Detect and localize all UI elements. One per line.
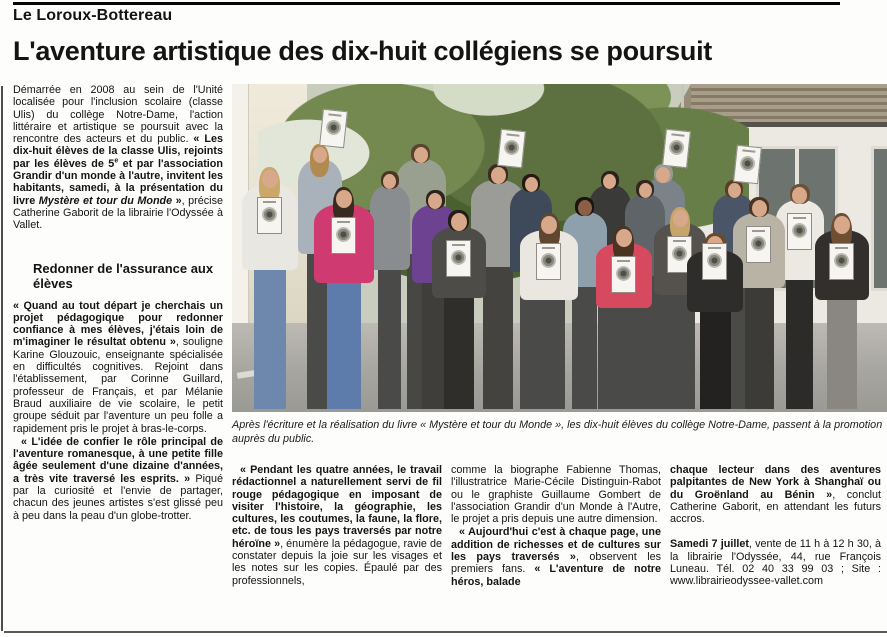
booklet-mystere-et-tour-du-monde xyxy=(787,213,812,250)
bottom-column-2 xyxy=(451,464,661,589)
paragraph: comme la biographe Fabienne Thomas, l'illustratrice Marie-Cécile Distinguin-Rabot ou le graphiste Guillaume Gombert de l'association Grandir d'un Monde à l'Autre, le projet a pris depuis une autre dimension. xyxy=(451,464,661,526)
person-head xyxy=(639,183,652,198)
person-head xyxy=(491,167,506,184)
article-headline: L'aventure artistique des dix-huit collégiens se poursuit xyxy=(13,36,712,66)
booklet-mystere-et-tour-du-monde xyxy=(536,243,561,280)
person-head xyxy=(673,210,688,227)
crosshead: Redonner de l'assurance aux élèves xyxy=(33,260,214,291)
paragraph: « Quand au tout départ je cherchais un projet pédagogique pour redonner confiance à mes élèves, j'étais loin de m'imaginer le résultat obtenu », souligne Karine Glouzouic, enseignante spécialisée en difficultés cognitives. Rejoint dans l'établissement, par Corinne Guillard, professeur de Français, et par Mélanie Braud auxiliaire de vie scolaire, le petit groupe séduit par l'aventure un peu folle a rapidement pris le projet à bras-le-corps. xyxy=(13,299,223,435)
bottom-column-1 xyxy=(232,464,442,588)
person-legs xyxy=(745,287,774,408)
person-head xyxy=(451,213,467,231)
person-legs xyxy=(327,282,361,409)
person-legs xyxy=(700,311,731,408)
person-head xyxy=(578,200,592,216)
bottom-rule xyxy=(4,631,887,633)
booklet-mystere-et-tour-du-monde xyxy=(446,240,471,277)
person-figure xyxy=(596,228,652,408)
person-figure xyxy=(687,235,743,409)
person-head xyxy=(414,147,428,163)
person-head xyxy=(834,216,850,234)
person-head xyxy=(792,187,807,204)
booklet-mystere-et-tour-du-monde xyxy=(746,226,771,263)
booklet-mystere-et-tour-du-monde xyxy=(611,256,636,293)
left-column xyxy=(13,84,223,523)
practical-info-paragraph: Samedi 7 juillet, vente de 11 h à 12 h 30, à la librairie l'Odyssée, 44, rue François Luneau. Tél. 02 40 33 99 03 ; Site : www.librairieodyssee-vallet.com xyxy=(670,538,881,588)
person-figure xyxy=(520,215,578,409)
person-figure xyxy=(815,215,869,409)
booklet-mystere-et-tour-du-monde xyxy=(829,243,854,280)
booklet-mystere-et-tour-du-monde xyxy=(734,145,763,184)
person-figure xyxy=(370,173,410,409)
person-legs xyxy=(378,269,400,409)
person-head xyxy=(383,174,396,189)
booklet-mystere-et-tour-du-monde xyxy=(497,129,526,168)
section-kicker: Le Loroux-Bottereau xyxy=(13,7,173,24)
person-head xyxy=(262,170,278,188)
person-legs xyxy=(533,299,566,409)
person-legs xyxy=(483,266,513,408)
paragraph: Démarrée en 2008 au sein de l'Unité localisée pour l'inclusion scolaire (classe Ulis) du collège Notre-Dame, l'action littéraire et artistique se poursuit avec la rencontre des acteurs et du public. « Les dix-huit élèves de la classe Ulis, rejoints par les élèves de 5e et par l'association Grandir d'un monde à l'autre, invitent les habitants, samedi, à la présentation du livre Mystère et tour du Monde », précise Catherine Gaborit de la librairie l'Odyssée à Vallet. xyxy=(13,84,223,232)
person-head xyxy=(525,177,538,192)
booklet-mystere-et-tour-du-monde xyxy=(663,129,692,168)
person-head xyxy=(752,200,767,217)
bottom-column-3 xyxy=(670,464,881,589)
person-figure xyxy=(242,169,298,408)
person-head xyxy=(313,147,327,163)
person-legs xyxy=(254,269,285,408)
top-rule xyxy=(13,2,840,5)
booklet-mystere-et-tour-du-monde xyxy=(257,197,282,234)
paragraph: chaque lecteur dans des aventures palpitantes de New York à Shanghaï ou du Groënland au Bénin », conclut Catherine Gaborit, en attendant les futurs accros. xyxy=(670,464,881,526)
photo-caption: Après l'écriture et la réalisation du livre « Mystère et tour du Monde », les dix-huit élèves du collège Notre-Dame, passent à la promotion auprès du public. xyxy=(232,419,883,445)
person-head xyxy=(616,229,632,247)
booklet-mystere-et-tour-du-monde xyxy=(331,217,356,254)
group-of-students xyxy=(232,84,887,412)
person-legs xyxy=(786,279,813,409)
paragraph: « Aujourd'hui c'est à chaque page, une addition de richesses et de cultures sur les pays traversés », observent les premiers fans. « L'aventure de notre héros, balade xyxy=(451,526,662,588)
paragraph: « Pendant les quatre années, le travail rédactionnel a naturellement servi de fil rouge pédagogique en imposant de visiter l'histoire, la géographie, les cultures, les coutumes, la faune, la flore, etc. de tous les pays traversés par notre héroïne », énumère la pédagogue, ravie de constater depuis la joie sur les visages et les notes sur les copies. Épaulé par des professionnels, xyxy=(232,464,442,587)
booklet-mystere-et-tour-du-monde xyxy=(319,109,348,148)
person-head xyxy=(336,190,352,208)
person-legs xyxy=(827,299,857,409)
person-figure xyxy=(314,189,374,409)
person-figure xyxy=(432,212,486,409)
paragraph: « L'idée de confier le rôle principal de l'aventure romanesque, à une petite fille âgée seulement d'une dizaine d'années, a très vite traversé les esprits. » Piqué par la curiosité et l'envie de partager, chacun des jeunes artistes s'est glissé peu à peu dans la peau d'un globe-trotter. xyxy=(13,435,223,522)
person-legs xyxy=(608,307,639,408)
article-photo xyxy=(232,84,887,412)
person-legs xyxy=(444,297,474,409)
left-edge-rule xyxy=(1,86,3,631)
booklet-mystere-et-tour-du-monde xyxy=(702,243,727,280)
person-torso xyxy=(370,185,410,270)
